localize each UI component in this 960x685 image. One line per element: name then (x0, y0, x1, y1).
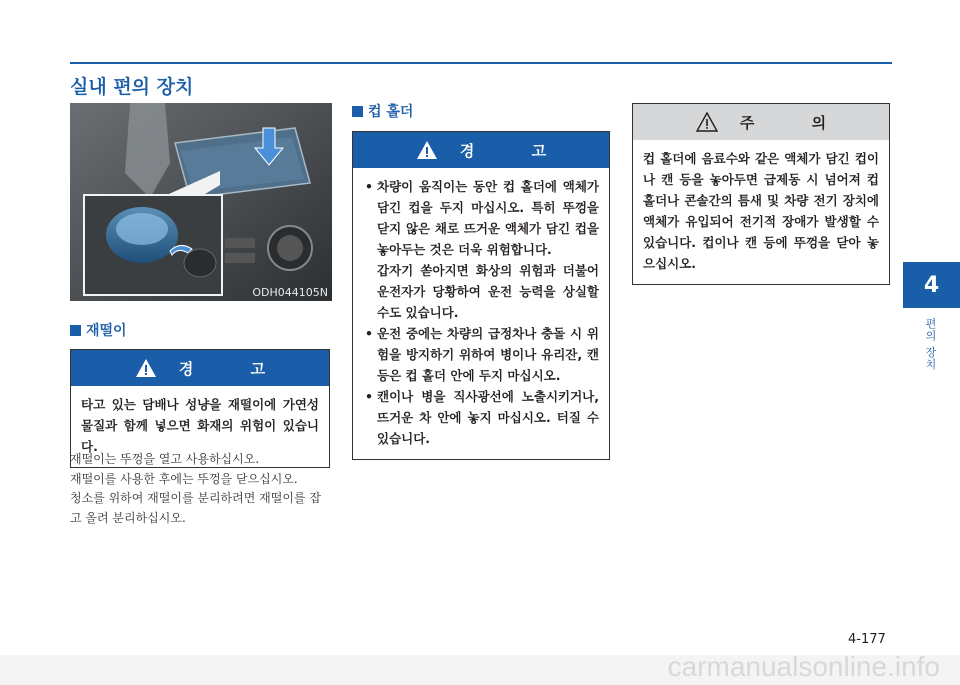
warning-triangle-icon (135, 358, 157, 378)
square-bullet-icon (70, 325, 81, 336)
list-item (363, 176, 599, 323)
caution-header (633, 104, 889, 140)
caution-triangle-icon (696, 112, 718, 132)
cup-holder-warning-label: 경 고 (459, 141, 573, 160)
ashtray-heading (70, 320, 127, 340)
ashtray-warning-text: 타고 있는 담배나 성냥을 재떨이에 가연성 물질과 함께 넣으면 화재의 위험이 있습니다. (81, 397, 319, 454)
ashtray-warning-label: 경 고 (178, 359, 292, 378)
ashtray-body (70, 450, 332, 528)
square-bullet-icon (352, 106, 363, 117)
cup-holder-warning-box (352, 131, 610, 460)
cup-holder-heading (352, 101, 413, 121)
cup-holder-warning-body (353, 168, 609, 459)
top-rule (70, 62, 892, 64)
caution-text: 컵 홀더에 음료수와 같은 액체가 담긴 컵이나 캔 등을 놓아두면 급제동 시 넘어져 컵 홀더나 콘솔간의 틈새 및 차량 전기 장치에 액체가 유입되어 전기적 장애가 발생할 수 있습니다. 컵이나 캔 등에 뚜껑을 닫아 놓으십시오. (643, 151, 879, 271)
watermark-strip (0, 651, 960, 685)
warning-item-text: • 캔이나 병을 직사광선에 노출시키거나, 뜨거운 차 안에 놓지 마십시오. 터질 수 있습니다. (377, 389, 599, 446)
cup-holder-warning-header (353, 132, 609, 168)
warning-item-text: • 운전 중에는 차량의 급정차나 충돌 시 위험을 방지하기 위하여 병이나 유리잔, 캔 등은 컵 홀더 안에 두지 마십시오. (377, 326, 599, 383)
section-title: 실내 편의 장치 (70, 76, 194, 98)
page-number: 4-177 (848, 632, 886, 647)
cup-holder-heading-text: 컵 홀더 (368, 104, 414, 120)
caution-box (632, 103, 890, 285)
cup-holder-warning-list (363, 176, 599, 449)
caution-body (633, 140, 889, 284)
list-item (363, 323, 599, 386)
ashtray-body-line-1: 재떨이는 뚜껑을 열고 사용하십시오. (70, 452, 260, 466)
warning-item-subtext: 갑자기 쏟아지면 화상의 위험과 더불어 운전자가 당황하여 운전 능력을 상실할 수도 있습니다. (377, 263, 599, 320)
chapter-tab-label: 편의 장치 (924, 318, 937, 371)
caution-label: 주 의 (739, 113, 853, 132)
ashtray-body-line-3: 청소를 위하여 재떨이를 분리하려면 재떨이를 잡고 올려 분리하십시오. (70, 491, 321, 525)
photo-code: ODH044105N (252, 286, 328, 299)
warning-triangle-icon (416, 140, 438, 160)
ashtray-warning-header (71, 350, 329, 386)
watermark-text: carmanualsonline.info (667, 651, 940, 682)
ashtray-body-line-2: 재떨이를 사용한 후에는 뚜껑을 닫으십시오. (70, 471, 298, 486)
chapter-tab: 4 (903, 262, 960, 308)
ashtray-heading-text: 재떨이 (86, 323, 127, 339)
console-illustration (70, 103, 332, 301)
list-item (363, 386, 599, 449)
console-photo (70, 103, 332, 301)
warning-item-text: • 차량이 움직이는 동안 컵 홀더에 액체가 담긴 컵을 두지 마십시오. 특히 뚜껑을 닫지 않은 채로 뜨거운 액체가 담긴 컵을 놓아두는 것은 더욱 위험합니다. (377, 179, 599, 257)
